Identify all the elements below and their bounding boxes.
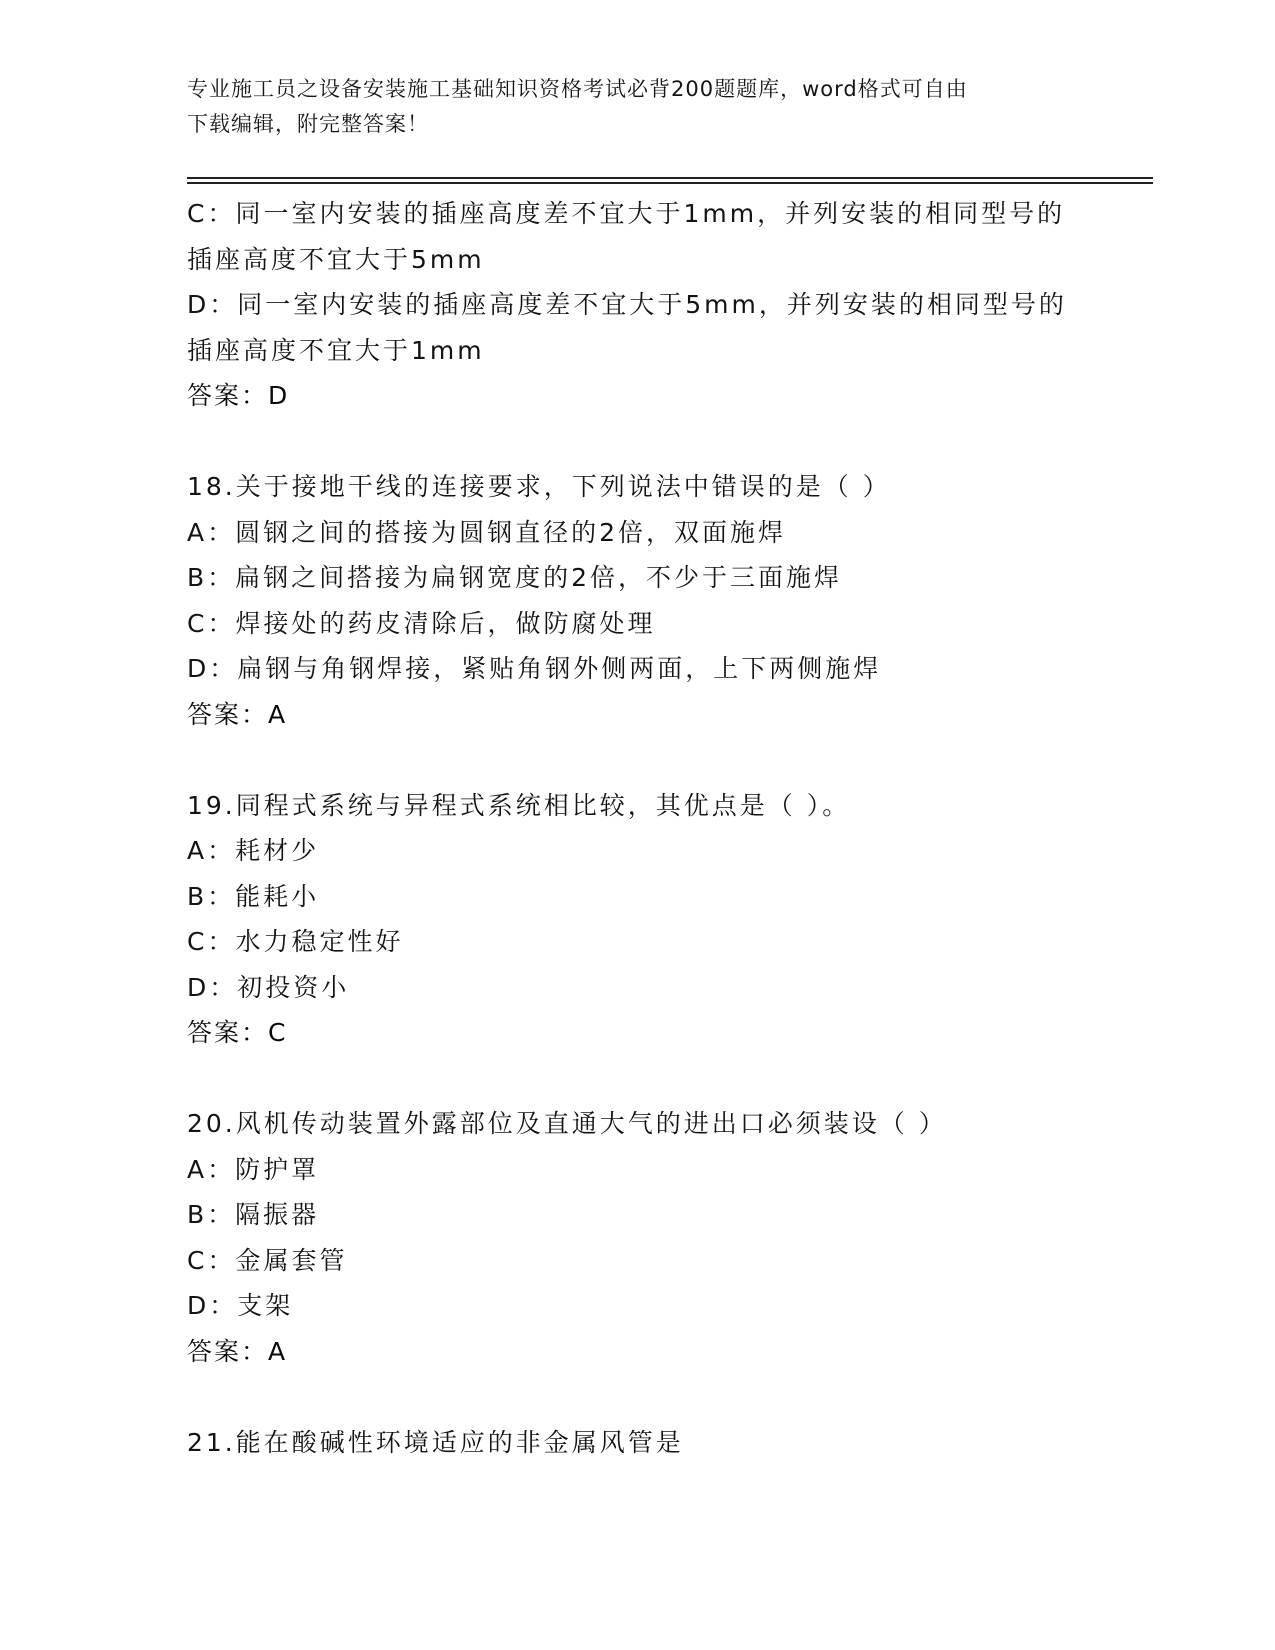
answer-line: 答案：A [187,699,288,729]
spacer [187,1374,1107,1420]
spacer [187,419,1107,465]
header-line-2: 下载编辑，附完整答案！ [187,112,429,136]
option-c-line-1: C：同一室内安装的插座高度差不宜大于1mm，并列安装的相同型号的 [187,199,1066,228]
option-c-line-2: 插座高度不宜大于5mm [187,244,485,274]
header-divider-top [187,177,1153,179]
option-b: B：扁钢之间搭接为扁钢宽度的2倍，不少于三面施焊 [187,563,843,592]
answer-line: 答案：A [187,1336,288,1366]
question-21 [187,1420,1107,1466]
question-text: 18.关于接地干线的连接要求，下列说法中错误的是（ ） [187,472,891,501]
option-d-line-1: D：同一室内安装的插座高度差不宜大于5mm，并列安装的相同型号的 [187,290,1067,319]
option-d-line-2: 插座高度不宜大于1mm [187,335,485,365]
option-c: C：焊接处的药皮清除后，做防腐处理 [187,608,656,638]
question-18 [187,464,1107,737]
answer-line: 答案：C [187,1018,288,1047]
option-b: B：隔振器 [187,1200,320,1229]
option-a: A：防护罩 [187,1154,320,1184]
document-header [187,72,1087,142]
spacer [187,1056,1107,1102]
question-content [187,191,1107,1465]
option-a: A：耗材少 [187,836,320,865]
option-b: B：能耗小 [187,881,320,911]
question-text: 19.同程式系统与异程式系统相比较，其优点是（ ）。 [187,790,851,820]
question-19 [187,783,1107,1056]
answer-line: 答案：D [187,381,290,410]
spacer [187,737,1107,783]
question-text: 20.风机传动装置外露部位及直通大气的进出口必须装设（ ） [187,1109,947,1138]
option-d: D：扁钢与角钢焊接，紧贴角钢外侧两面，上下两侧施焊 [187,654,882,683]
option-d: D：初投资小 [187,972,350,1002]
option-c: C：水力稳定性好 [187,927,404,956]
option-a: A：圆钢之间的搭接为圆钢直径的2倍，双面施焊 [187,517,787,547]
header-divider-bottom [187,182,1153,184]
question-20 [187,1101,1107,1374]
header-line-1: 专业施工员之设备安装施工基础知识资格考试必背200题题库，word格式可自由 [187,77,968,101]
question-text: 21.能在酸碱性环境适应的非金属风管是 [187,1427,684,1457]
option-c: C：金属套管 [187,1245,348,1275]
carryover-block [187,191,1107,419]
option-d: D：支架 [187,1291,294,1320]
